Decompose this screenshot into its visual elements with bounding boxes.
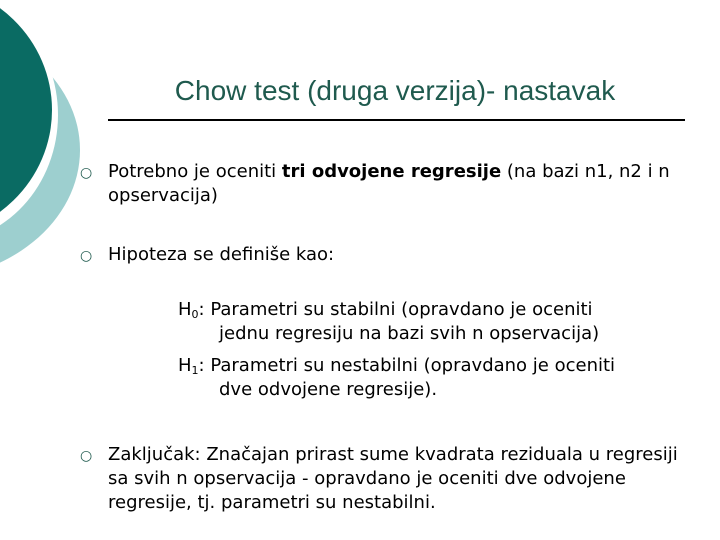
light-teal-circle (0, 20, 80, 280)
bullet-circle-icon: ○ (80, 165, 93, 181)
hypothesis-h0 (178, 298, 688, 346)
h1-letter: H (178, 355, 192, 376)
h0-line1: : Parametri su stabilni (opravdano je oceniti (198, 299, 593, 320)
white-ring (0, 0, 58, 243)
bullet-text-pre: Potrebno je oceniti (108, 161, 282, 182)
bullet-text (108, 160, 688, 208)
slide-title: Chow test (druga verzija)- nastavak (174, 75, 616, 106)
bullet-circle-icon: ○ (80, 448, 93, 464)
hypothesis-h1 (178, 354, 688, 402)
title-divider (108, 119, 685, 121)
h0-letter: H (178, 299, 192, 320)
h0-line2: jednu regresiju na bazi svih n opservacija) (219, 323, 600, 344)
dark-teal-circle (0, 0, 52, 238)
h1-line1: : Parametri su nestabilni (opravdano je oceniti (198, 355, 616, 376)
bullet-circle-icon: ○ (80, 248, 93, 264)
bullet-text: Zaključak: Značajan prirast sume kvadrata reziduala u regresiji sa svih n opservacija - opravdano je oceniti dve odvojene regresije, tj. parametri su nestabilni. (108, 444, 678, 513)
h0-subscript: 0 (191, 308, 199, 321)
bullet-text: Hipoteza se definiše kao: (108, 244, 335, 265)
bullet-text-bold: tri odvojene regresije (281, 161, 502, 182)
bullet-text-post: (na bazi n1, n2 i n opservacija) (108, 161, 670, 206)
h1-subscript: 1 (191, 364, 199, 377)
h1-line2: dve odvojene regresije). (219, 379, 438, 400)
